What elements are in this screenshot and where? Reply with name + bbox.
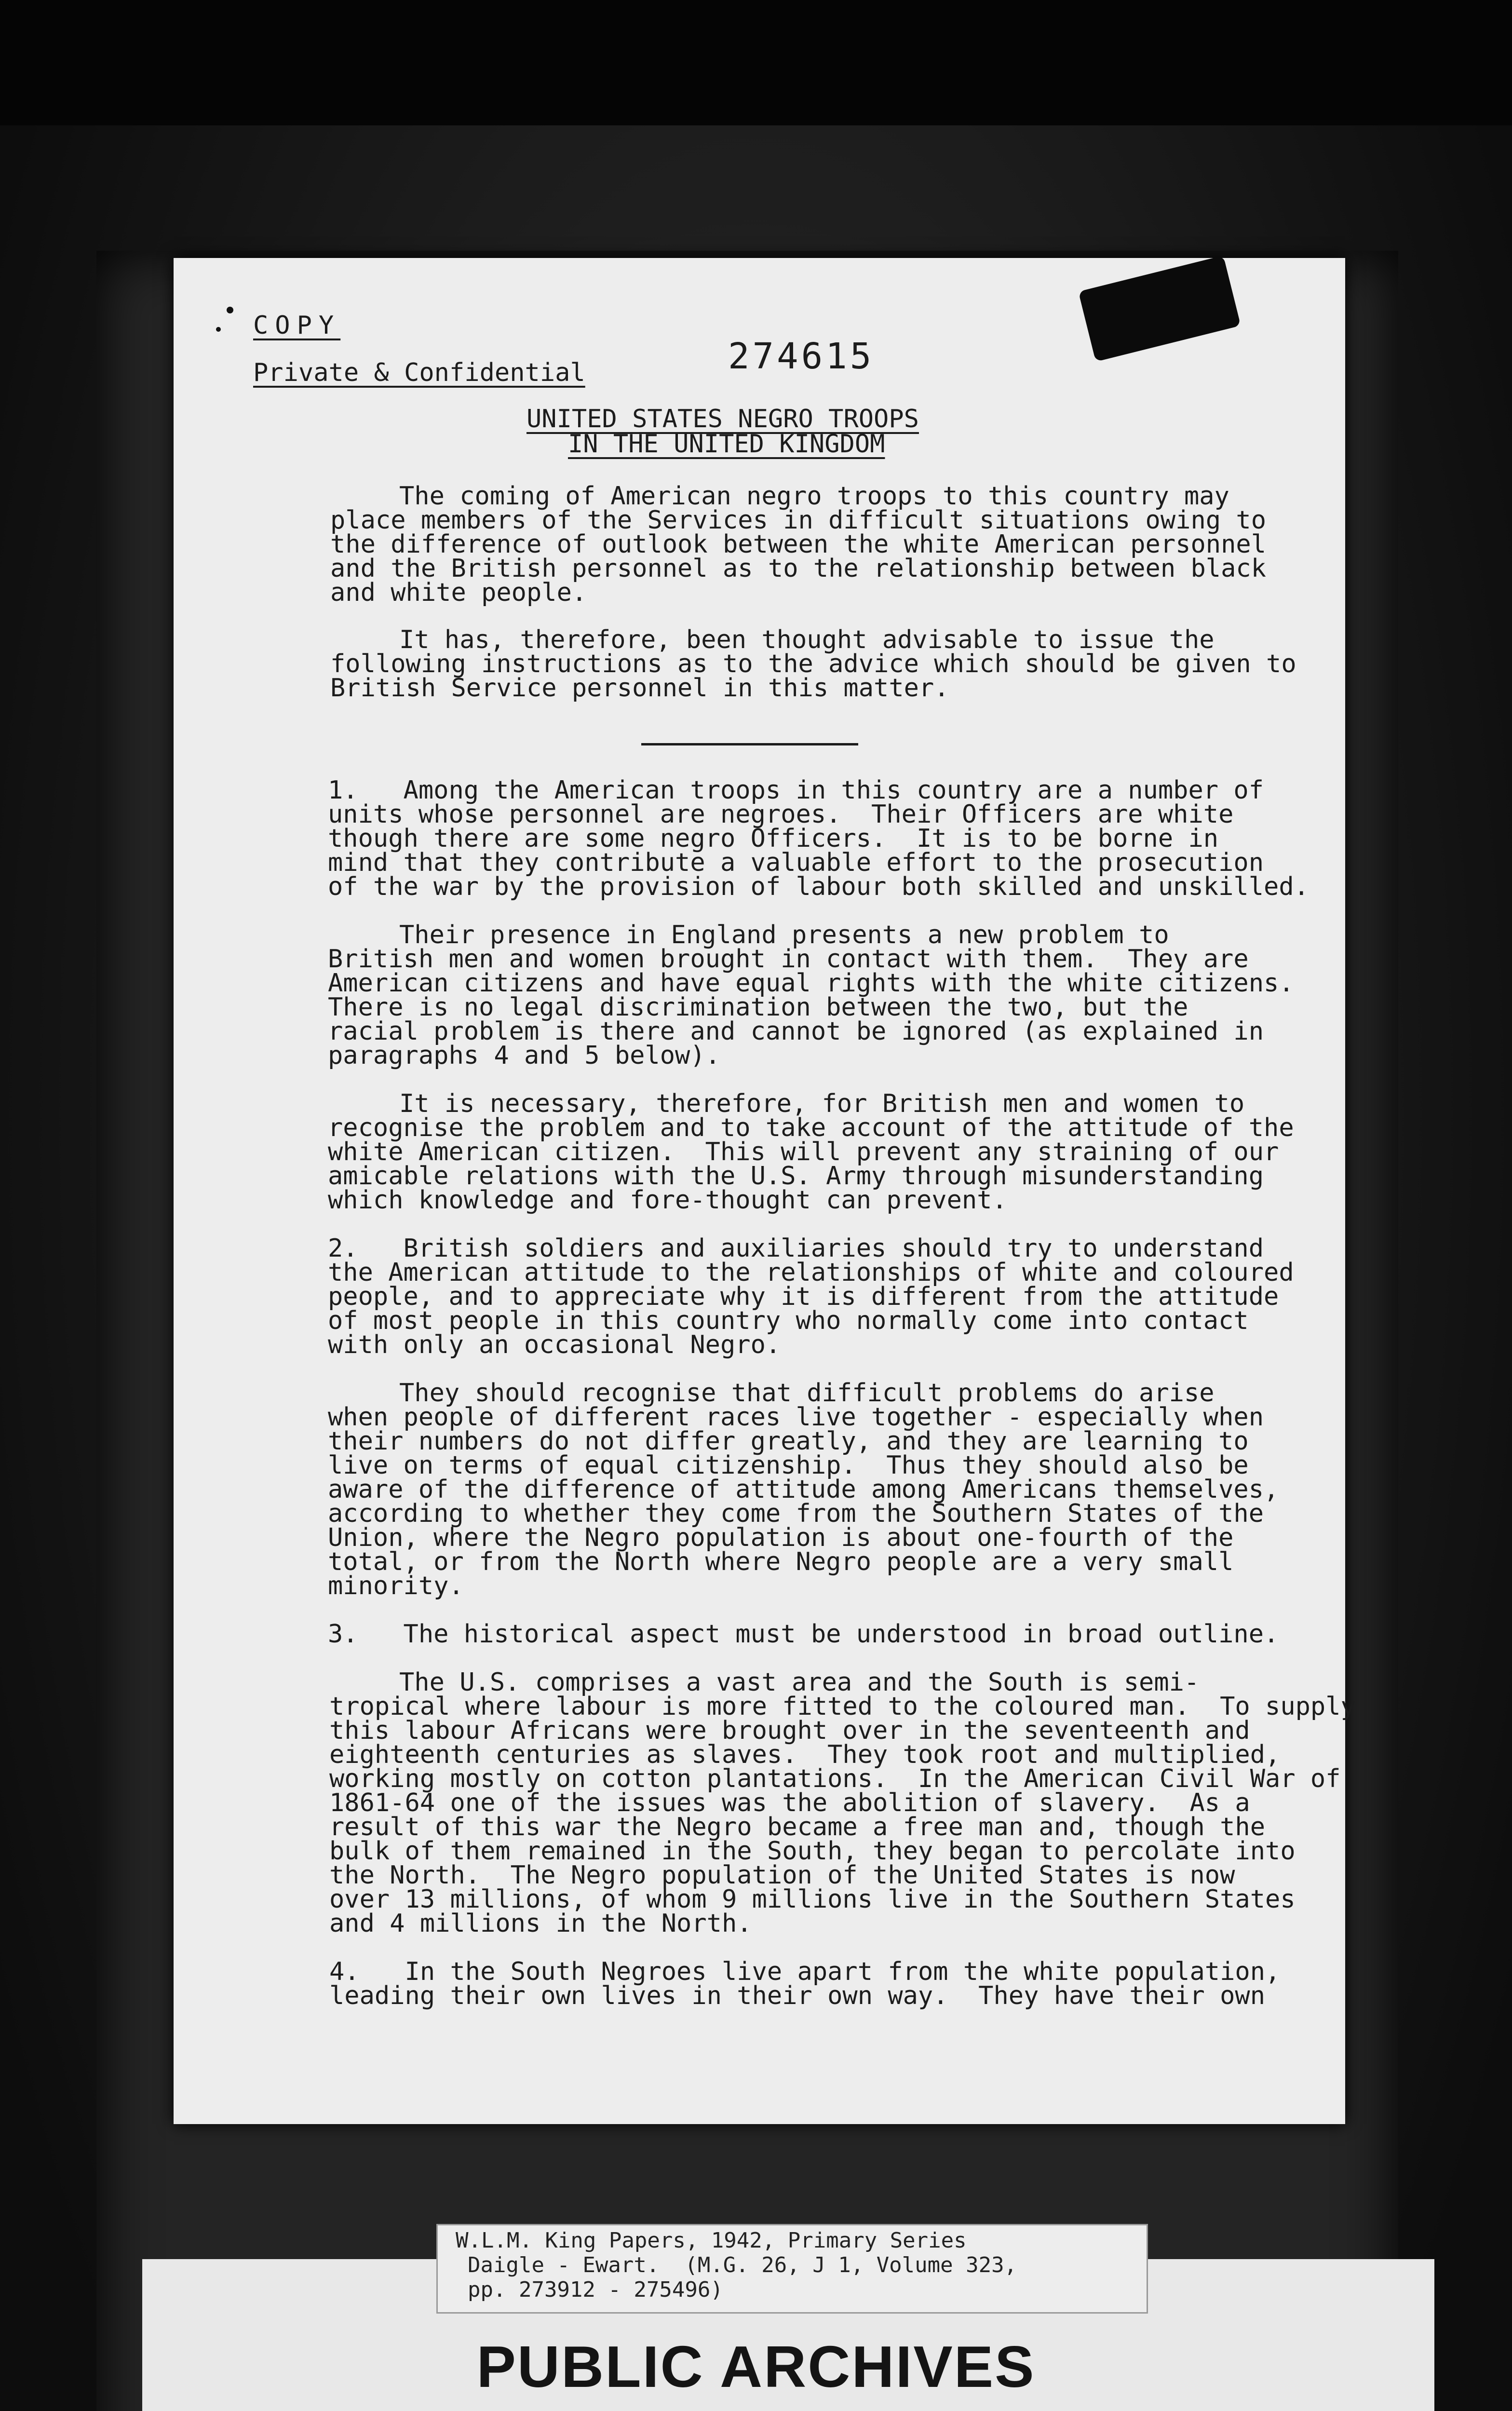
document-line: The U.S. comprises a vast area and the South is semi-: [399, 1668, 1200, 1697]
document-line: according to whether they come from the Southern States of the: [328, 1499, 1264, 1528]
document-title-line2: IN THE UNITED KINGDOM: [568, 430, 885, 459]
document-number: 274615: [728, 336, 875, 377]
document-line: following instructions as to the advice which should be given to: [330, 650, 1296, 678]
document-line: place members of the Services in difficult situations owing to: [330, 506, 1267, 535]
document-line: the difference of outlook between the white American personnel: [330, 530, 1267, 559]
document-line: There is no legal discrimination between the two, but the: [328, 993, 1188, 1022]
document-line: 1. Among the American troops in this country are a number of: [328, 776, 1264, 805]
document-line: American citizens and have equal rights with the white citizens.: [328, 969, 1294, 998]
document-line: mind that they contribute a valuable effort to the prosecution: [328, 848, 1264, 877]
document-line: over 13 millions, of whom 9 millions live in the Southern States: [329, 1885, 1296, 1914]
film-edge-top: [0, 0, 1512, 125]
ink-dot: [227, 307, 233, 313]
document-line: result of this war the Negro became a free man and, though the: [329, 1813, 1266, 1842]
document-line: of most people in this country who normally come into contact: [328, 1306, 1249, 1335]
copy-label: COPY: [253, 311, 341, 340]
document-line: units whose personnel are negroes. Their Officers are white: [328, 800, 1234, 829]
document-line: working mostly on cotton plantations. In the American Civil War of: [329, 1764, 1341, 1793]
document-line: 4. In the South Negroes live apart from the white population,: [329, 1957, 1281, 1986]
document-line: when people of different races live together - especially when: [328, 1403, 1264, 1432]
confidential-label: Private & Confidential: [253, 358, 585, 387]
document-line: which knowledge and fore-thought can prevent.: [328, 1186, 1007, 1215]
document-line: amicable relations with the U.S. Army through misunderstanding: [328, 1162, 1264, 1191]
document-line: paragraphs 4 and 5 below).: [328, 1041, 720, 1070]
document-line: British Service personnel in this matter.: [330, 674, 949, 703]
document-line: 1861-64 one of the issues was the abolition of slavery. As a: [329, 1788, 1250, 1817]
document-line: bulk of them remained in the South, they began to percolate into: [329, 1837, 1296, 1866]
document-line: They should recognise that difficult problems do arise: [399, 1379, 1215, 1408]
document-line: recognise the problem and to take account of the attitude of the: [328, 1113, 1294, 1142]
document-line: racial problem is there and cannot be ignored (as explained in: [328, 1017, 1264, 1046]
document-line: people, and to appreciate why it is different from the attitude: [328, 1282, 1279, 1311]
document-line: live on terms of equal citizenship. Thus they should also be: [328, 1451, 1249, 1480]
document-line: and 4 millions in the North.: [329, 1909, 752, 1938]
document-line: white American citizen. This will prevent any straining of our: [328, 1138, 1279, 1166]
document-line: the North. The Negro population of the United States is now: [329, 1861, 1235, 1890]
archive-label-line3: pp. 273912 - 275496): [468, 2277, 723, 2302]
archive-label-line1: W.L.M. King Papers, 1942, Primary Series: [456, 2228, 967, 2253]
document-line: leading their own lives in their own way. They have their own: [329, 1981, 1266, 2010]
document-line: Union, where the Negro population is about one-fourth of the: [328, 1523, 1234, 1552]
section-divider: [641, 743, 858, 745]
document-line: British men and women brought in contact with them. They are: [328, 945, 1249, 974]
document-line: total, or from the North where Negro people are a very small: [328, 1547, 1234, 1576]
document-line: It has, therefore, been thought advisable to issue the: [399, 625, 1215, 654]
document-line: and white people.: [330, 578, 587, 607]
ink-dot: [216, 327, 221, 332]
document-line: 2. British soldiers and auxiliaries should try to understand: [328, 1234, 1264, 1263]
document-title-line1: UNITED STATES NEGRO TROOPS: [526, 405, 919, 433]
document-line: Their presence in England presents a new problem to: [399, 921, 1169, 949]
document-line: and the British personnel as to the relationship between black: [330, 554, 1267, 583]
archive-card-title-en: PUBLIC ARCHIVES: [476, 2334, 1036, 2399]
archive-label-line2: Daigle - Ewart. (M.G. 26, J 1, Volume 323,: [468, 2253, 1017, 2277]
document-line: It is necessary, therefore, for British men and women to: [399, 1089, 1245, 1118]
document-line: with only an occasional Negro.: [328, 1330, 781, 1359]
document-line: this labour Africans were brought over in the seventeenth and: [329, 1716, 1250, 1745]
document-line: aware of the difference of attitude among Americans themselves,: [328, 1475, 1279, 1504]
document-line: The coming of American negro troops to this country may: [399, 482, 1229, 511]
document-line: 3. The historical aspect must be understood in broad outline.: [328, 1620, 1279, 1649]
document-line: tropical where labour is more fitted to the coloured man. To supply: [329, 1692, 1356, 1721]
document-line: of the war by the provision of labour both skilled and unskilled.: [328, 872, 1309, 901]
document-line: minority.: [328, 1571, 464, 1600]
document-line: their numbers do not differ greatly, and they are learning to: [328, 1427, 1249, 1456]
document-line: though there are some negro Officers. It is to be borne in: [328, 824, 1219, 853]
document-line: eighteenth centuries as slaves. They took root and multiplied,: [329, 1740, 1281, 1769]
document-line: the American attitude to the relationships of white and coloured: [328, 1258, 1294, 1287]
